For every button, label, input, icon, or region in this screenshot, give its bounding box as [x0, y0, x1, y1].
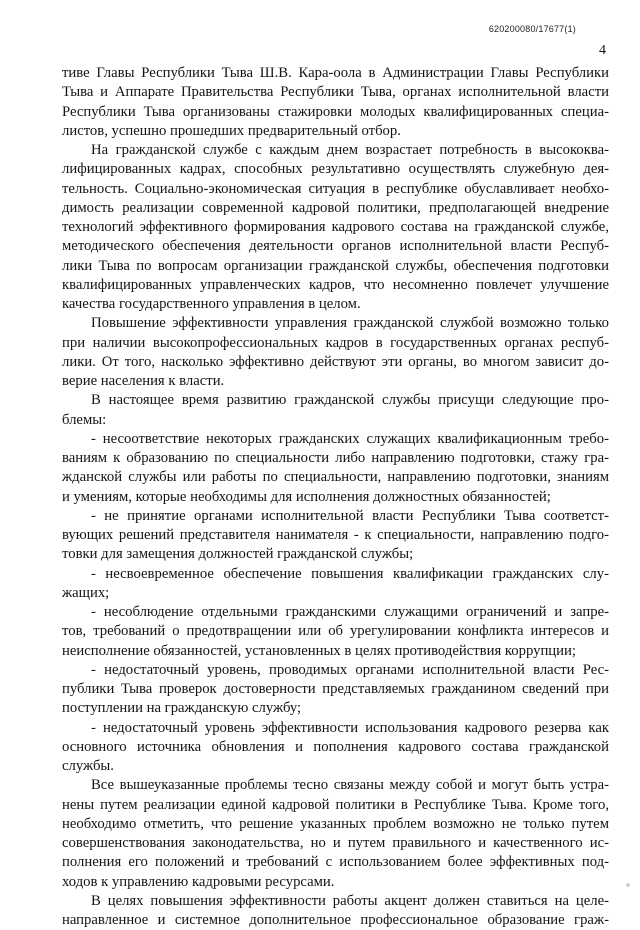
text-line: направленное и системное дополнительное профессиональное образование граж- [62, 912, 609, 928]
text-line: верие населения к власти. [62, 373, 225, 389]
text-line: димость реализации современной кадровой политики, предполагающей внедрение [62, 199, 609, 216]
text-line: - несоответствие некоторых гражданских служащих квалификационным требо- [91, 430, 609, 447]
paragraph [62, 64, 609, 141]
paragraph [62, 603, 609, 661]
paragraph [62, 661, 609, 719]
paragraph [62, 565, 609, 604]
text-line: технологий эффективного формирования кадрового состава на гражданской службе, [62, 219, 609, 235]
text-line: лифицированных кадрах, способных результативно осуществлять служебную дея- [62, 161, 609, 178]
text-line: основного источника обновления и пополнения кадрового состава гражданской [62, 738, 609, 755]
text-line: Тыва и Аппарате Правительства Республики Тыва, органах исполнительной власти [62, 84, 609, 101]
text-line: ваниям к образованию по специальности либо направлению подготовки, стажу гра- [62, 450, 609, 466]
text-line: методического обеспечения деятельности органов исполнительной власти Респуб- [62, 238, 609, 255]
text-line: - не принятие органами исполнительной власти Республики Тыва соответст- [91, 507, 609, 524]
text-line: Все вышеуказанные проблемы тесно связаны между собой и могут быть устра- [91, 777, 609, 794]
text-line: качества государственного управления в целом. [62, 296, 361, 312]
text-line: ходов к управлению кадровыми ресурсами. [62, 873, 335, 890]
text-line: В целях повышения эффективности работы акцент должен ставиться на целе- [91, 892, 609, 909]
text-line: Повышение эффективности управления гражданской службой возможно только [91, 315, 609, 332]
paragraph [62, 314, 609, 391]
document-id: 620200080/17677(1) [488, 24, 576, 34]
text-line: - недостаточный уровень, проводимых органами исполнительной власти Рес- [91, 661, 609, 678]
text-line: - несоблюдение отдельными гражданскими служащими ограничений и запре- [91, 604, 609, 620]
paragraph [62, 776, 609, 892]
text-line: и умениям, которые необходимы для исполнения должностных обязанностей; [62, 488, 551, 505]
text-line: публики Тыва проверок достоверности представляемых гражданином сведений при [62, 681, 609, 697]
body-text [62, 64, 609, 930]
text-line: при наличии высокопрофессиональных кадров в государственных органах респуб- [62, 334, 609, 351]
text-line: - недостаточный уровень эффективности использования кадрового резерва как [91, 719, 609, 736]
text-line: вующих решений представителя нанимателя - к специальности, направлению подго- [62, 527, 609, 543]
paragraph [62, 719, 609, 777]
text-line: блемы: [62, 411, 107, 428]
text-line: тиве Главы Республики Тыва Ш.В. Кара-оола в Администрации Главы Республики [62, 65, 609, 81]
text-line: листов, успешно прошедших предварительный отбор. [62, 122, 401, 139]
text-line: На гражданской службе с каждым днем возрастает потребность в высококва- [91, 142, 609, 158]
text-line: тов, требований о предотвращении или об урегулировании конфликта интересов и [62, 623, 609, 640]
text-line: тельность. Социально-экономическая ситуация в республике обуславливает необхо- [62, 180, 609, 197]
scan-speck [626, 883, 630, 887]
paragraph [62, 507, 609, 565]
text-line: жданской службы или работы по специальности, направлению подготовки, знаниям [62, 469, 609, 486]
text-line: лики Тыва по вопросам организации гражданской службы, обеспечения подготовки [62, 257, 609, 274]
text-line: - несвоевременное обеспечение повышения квалификации гражданских слу- [91, 565, 609, 582]
page-number: 4 [599, 43, 606, 58]
paragraph [62, 391, 609, 430]
text-line: жащих; [62, 584, 110, 601]
text-line: совершенствования законодательства, но и путем правильного и качественного ис- [62, 835, 609, 851]
text-line: квалифицированных управленческих кадров, что несомненно повлечет улучшение [62, 276, 609, 293]
text-line: товки для замещения должностей гражданской службы; [62, 546, 414, 563]
text-line: нены путем реализации единой кадровой политики в Республике Тыва. Кроме того, [62, 796, 609, 813]
text-line: неисполнение обязанностей, установленных в целях противодействия коррупции; [62, 642, 576, 659]
text-line: поступлении на гражданскую службу; [62, 700, 302, 717]
text-line: службы. [62, 758, 114, 774]
text-line: лики. От того, насколько эффективно действуют эти органы, во многом зависит до- [62, 353, 609, 370]
text-line: полнения его положений и требований с использованием более эффективных под- [62, 854, 609, 871]
paragraph [62, 430, 609, 507]
text-line: Республики Тыва организованы стажировки молодых квалифицированных специа- [62, 103, 609, 120]
paragraph [62, 141, 609, 314]
text-line: В настоящее время развитию гражданской службы присущи следующие про- [91, 392, 609, 409]
paragraph [62, 892, 609, 930]
text-line: необходимо отметить, что решение указанных проблем возможно не только путем [62, 815, 609, 832]
